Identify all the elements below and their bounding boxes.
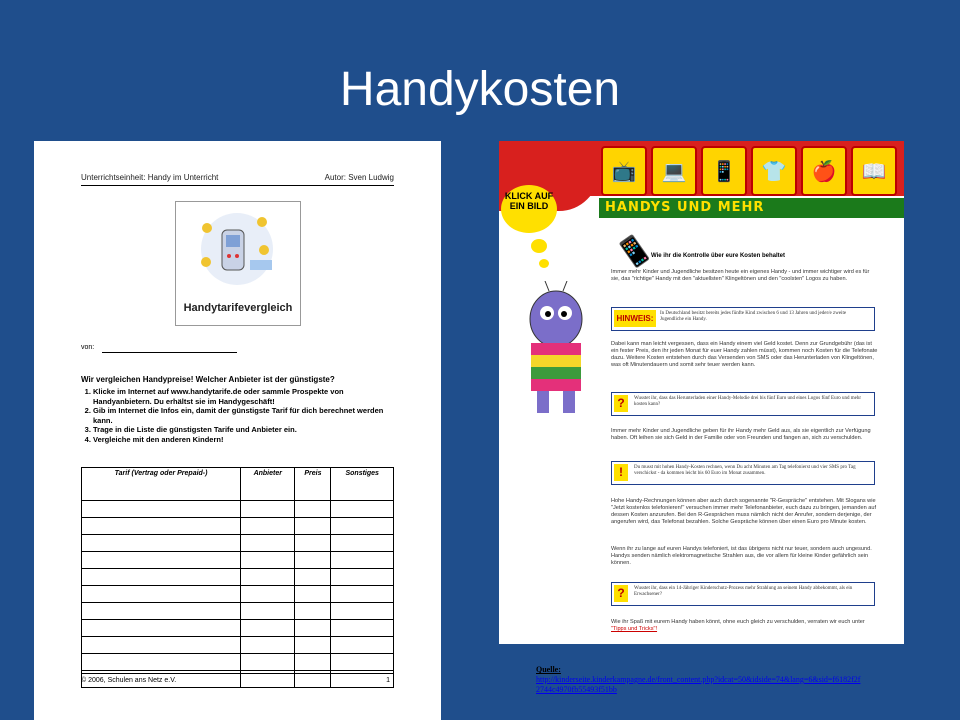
table-row [82,535,394,552]
klick-bubble: KLICK AUF EIN BILD [501,185,557,233]
warning-text: Du musst mit hohen Handy-Kosten rechnen, wenn Du acht Minuten am Tag telefonierst und vier SMS pro Tag verschickst - da kommen leicht bis 60 Euro im Monat zusammen. [634,465,856,476]
source-link[interactable]: http://kinderseite.kinderkampagne.de/front_content.php?idcat=50&idside=74&lang=6&sid=f6182f2f2744c4970fb55493f51bb [536,675,861,694]
table-row [82,501,394,518]
step-item: 2. Gib im Internet die Infos ein, damit der günstigste Tarif für dich berechnet werden kann. [93,406,403,425]
source-label: Quelle: [536,665,561,674]
worksheet-intro: Wir vergleichen Handypreise! Welcher Anbieter ist der günstigste? [81,375,335,384]
table-row [82,603,394,620]
column-header: Tarif (Vertrag oder Prepaid-) [82,468,241,501]
fashion-icon[interactable]: 👕 [751,146,797,196]
table-row [82,620,394,637]
hint-text: In Deutschland besitzt bereits jedes fünfte Kind zwischen 6 und 13 Jahren und jeder/e zweite Jugendliche ein Handy. [660,311,847,322]
table-row [82,518,394,535]
table-row [82,654,394,671]
question-text: Wusstet ihr, dass das Herunterladen einer Handy-Melodie drei bis fünf Euro und eines Logos fünf Euro und mehr kosten kann? [634,396,862,407]
bubble-dot [531,239,547,253]
question-box [611,392,875,416]
page-number: 1 [386,677,390,684]
tipps-link[interactable]: "Tipps und Tricks"! [611,626,658,632]
logo-caption: Handytarifevergleich [183,302,293,314]
footer-copyright: © 2006, Schulen ans Netz e.V. [81,677,177,684]
table-row [82,586,394,603]
warning-box [611,461,875,485]
question-mark-icon: ? [614,395,628,412]
worksheet-header [81,171,394,186]
slide-title: Handykosten [339,63,621,116]
exclamation-icon: ! [614,464,628,481]
paragraph: Immer mehr Kinder und Jugendliche geben für ihr Handy mehr Geld aus, als sie eigentlich zur Verfügung haben. Oft leihen sie sich Geld in der Familie oder von Freunden und fangen an, sich zu verschulden. [611,428,871,441]
worksheet-steps [81,387,403,444]
column-header: Anbieter [241,468,295,501]
tv-icon[interactable]: 📺 [601,146,647,196]
paragraph: Wenn ihr zu lange auf euren Handys telefoniert, ist das übrigens nicht nur teuer, sondern auch ungesund. Handys senden nämlich elektromagnetische Strahlen aus, die vor allem für kleine Kinder gefährlich sein können. [611,546,872,566]
paragraph: Hohe Handy-Rechnungen können aber auch durch sogenannte "R-Gespräche" entstehen. Mit Slogans wie "Jetzt kostenlos telefonieren!" versuchen immer mehr Telefonanbieter, euch dazu zu bringen, jemanden auf dessen Kosten anzurufen. Bei den R-Gesprächen muss nämlich nicht der Anrufer, sondern derjenige, der angerufen wird, das Telefonat bezahlen. Solche Gespräche können über einen Euro pro Minute kosten. [611,498,877,525]
column-header: Sonstiges [331,468,394,501]
table-row [82,637,394,654]
step-item: 1. Klicke im Internet auf www.handytarife.de oder sammle Prospekte von Handyanbietern. Du erhältst sie im Handygeschäft! [93,387,403,406]
von-label: von: [81,344,95,351]
hint-box [611,307,875,331]
step-item: 3. Trage in die Liste die günstigsten Tarife und Anbieter ein. [93,425,403,435]
table-row [82,569,394,586]
table-row [82,552,394,569]
worksheet-image [34,141,441,720]
food-icon[interactable]: 🍎 [801,146,847,196]
mascot-creature-icon [519,281,593,421]
question-text: Wusstet ihr, dass ein 14-Jähriger Kinderschutz-Prozess mehr Strahlung an seinem Handy abbekommt, als ein Erwachsener? [634,586,853,597]
source-citation [536,665,896,695]
closing-text: Wie ihr Spaß mit eurem Handy haben könnt, ohne euch gleich zu verschulden, verraten wir euch unter [611,619,865,625]
worksheet-footer [81,673,394,684]
bubble-dot [539,259,549,268]
step-item: 4. Vergleiche mit den anderen Kindern! [93,435,403,445]
paragraph: Immer mehr Kinder und Jugendliche besitzen heute ein eigenes Handy - und immer wichtiger wird es für sie, das "richtige" Handy mit den "aktuellsten" Klingeltönen und den "coolsten" Logos zu haben. [611,269,870,282]
handytarif-logo [175,201,301,326]
paragraph [611,619,879,633]
column-header: Preis [295,468,331,501]
website-screenshot [499,141,904,644]
question-box [611,582,875,606]
paragraph: Dabei kann man leicht vergessen, dass ein Handy einem viel Geld kostet. Denn zur Grundgebühr (das ist ein fester Preis, den ihr jeden Monat für euer Handy zahlen müsst), kommen noch Kosten für die Telefonate dazu. Weitere Kosten entstehen durch das Versenden von SMS oder das Herunterladen von Klingeltönen, was oft Minutendauern und somit sehr teuer werden kann. [611,341,878,368]
article-heading: Wie ihr die Kontrolle über eure Kosten behaltet [651,253,785,259]
tariff-table [81,467,394,688]
hint-badge: HINWEIS: [614,310,656,327]
section-banner: HANDYS UND MEHR [599,198,904,218]
book-icon[interactable]: 📖 [851,146,897,196]
phone-icon[interactable]: 📱 [701,146,747,196]
computer-icon[interactable]: 💻 [651,146,697,196]
mobile-phone-icon: 📱 [611,228,658,275]
phone-illustration-icon [192,210,282,288]
worksheet-header-right: Autor: Sven Ludwig [324,173,394,182]
worksheet-header-left: Unterrichtseinheit: Handy im Unterricht [81,173,219,182]
question-mark-icon: ? [614,585,628,602]
name-line [102,352,237,353]
